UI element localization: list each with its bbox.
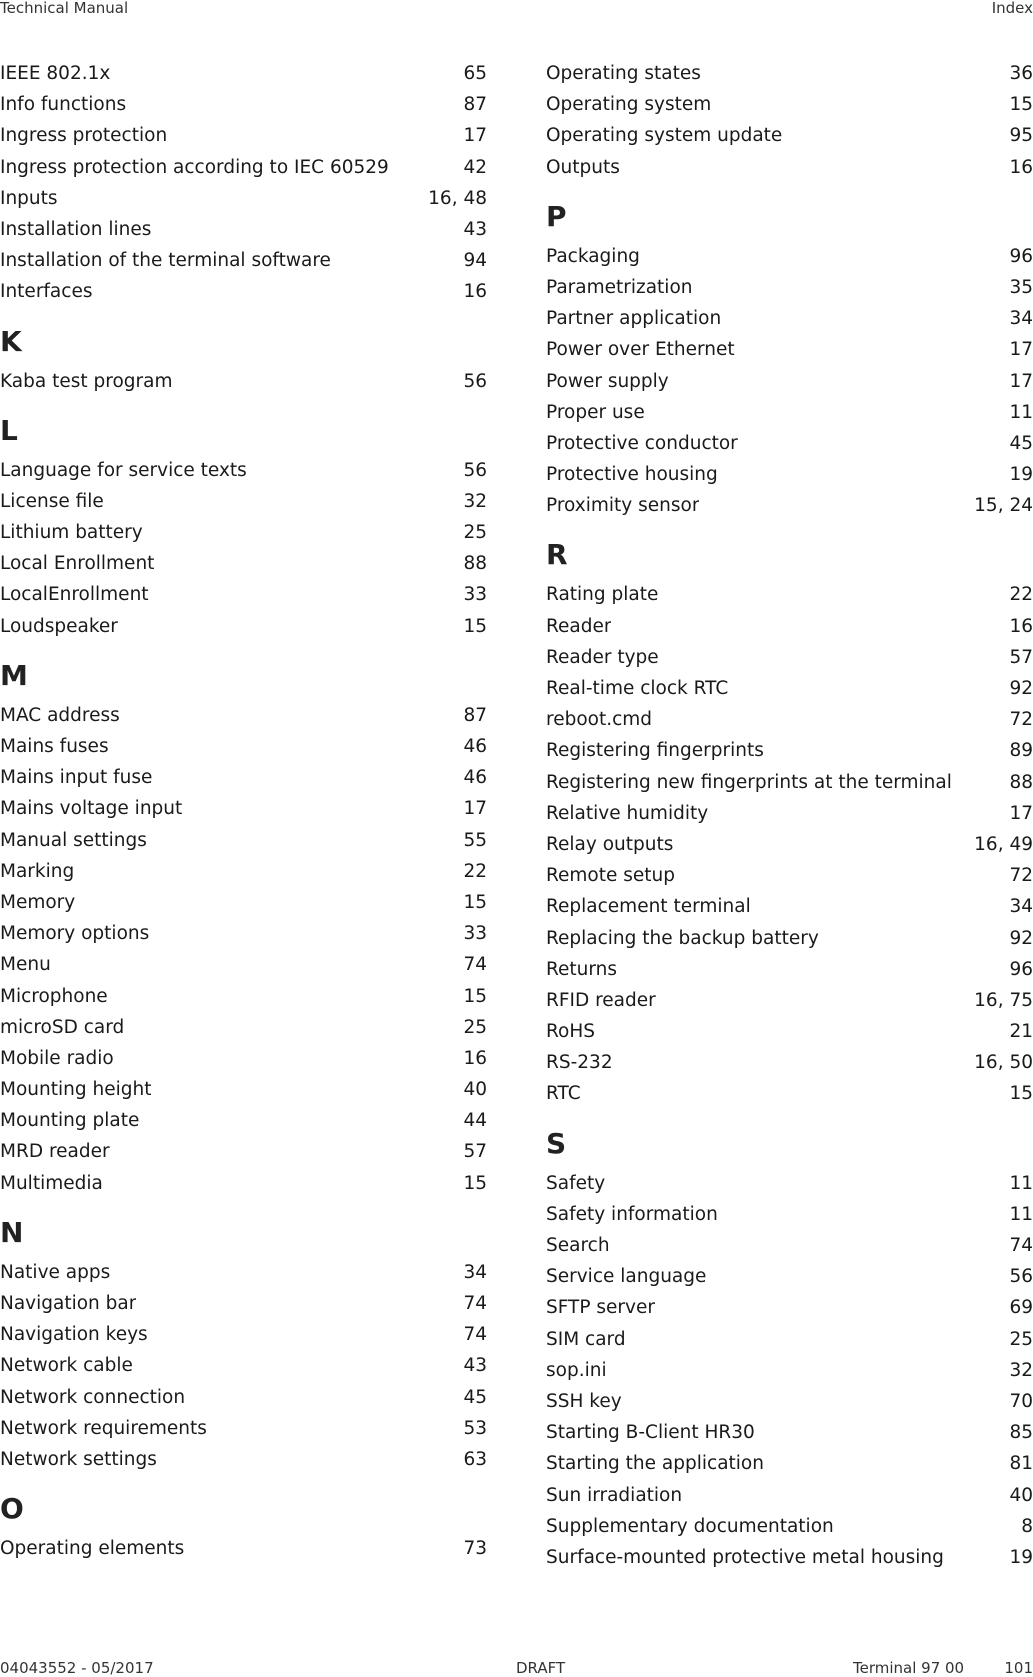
index-term: Mains voltage input (0, 798, 183, 820)
index-term: Kaba test program (0, 370, 173, 392)
footer-product: Terminal 97 00 (853, 1659, 965, 1677)
index-page-ref: 57 (463, 1141, 487, 1163)
index-group (546, 58, 1033, 183)
index-page-ref: 81 (1009, 1453, 1033, 1475)
index-entry (546, 272, 1033, 303)
header-section: Index (991, 0, 1033, 17)
index-page-ref: 88 (1009, 771, 1033, 793)
index-entry (546, 642, 1033, 673)
index-term: Network requirements (0, 1417, 207, 1439)
index-entry (0, 1257, 487, 1288)
index-page-ref: 33 (463, 923, 487, 945)
index-letter-heading: K (0, 324, 22, 358)
index-term: Starting the application (546, 1453, 764, 1475)
index-term: Protective conductor (546, 432, 738, 454)
index-term: MAC address (0, 704, 120, 726)
index-entry (546, 1261, 1033, 1292)
index-entry (0, 1413, 487, 1444)
index-term: Replacement terminal (546, 896, 751, 918)
index-entry (0, 276, 487, 307)
index-entry (0, 152, 487, 183)
index-term: sop.ini (546, 1359, 607, 1381)
index-column-left (0, 58, 487, 1564)
index-page-ref: 15 (463, 985, 487, 1007)
index-page-ref: 45 (463, 1386, 487, 1408)
index-page-ref: 16 (1009, 615, 1033, 637)
index-page-ref: 45 (1009, 432, 1033, 454)
index-page-ref: 55 (463, 829, 487, 851)
index-page-ref: 92 (1009, 927, 1033, 949)
index-page-ref: 65 (463, 63, 487, 84)
footer-doc-number: 04043552 - 05/2017 (0, 1659, 154, 1677)
index-page-ref: 70 (1009, 1390, 1033, 1412)
index-term: Mains input fuse (0, 767, 153, 789)
index-term: microSD card (0, 1016, 125, 1038)
index-page-ref: 25 (463, 522, 487, 544)
index-page-ref: 33 (463, 584, 487, 606)
index-page-ref: 88 (463, 553, 487, 575)
index-entry (0, 1288, 487, 1319)
header-title: Technical Manual (0, 0, 129, 17)
index-page-ref: 16, 48 (428, 187, 487, 209)
index-entry (546, 58, 1033, 89)
index-entry (546, 1542, 1033, 1573)
index-entry (546, 490, 1033, 521)
index-term: SIM card (546, 1328, 626, 1350)
index-page-ref: 40 (1009, 1484, 1033, 1506)
index-page-ref: 16 (463, 1047, 487, 1069)
index-page-ref: 16, 50 (974, 1052, 1033, 1074)
index-term: Language for service texts (0, 459, 247, 481)
index-term: Surface-mounted protective metal housing (546, 1546, 944, 1568)
index-term: Menu (0, 954, 51, 976)
index-term: Rating plate (546, 584, 659, 606)
index-entry (0, 1319, 487, 1350)
index-page-ref: 16 (463, 281, 487, 303)
index-term: Manual settings (0, 829, 147, 851)
index-letter-heading: L (0, 413, 18, 447)
index-entry (546, 241, 1033, 272)
index-page-ref: 17 (1009, 370, 1033, 392)
index-entry (0, 245, 487, 276)
index-group (0, 58, 487, 308)
index-page-ref: 17 (1009, 802, 1033, 824)
index-page-ref: 15, 24 (974, 495, 1033, 517)
index-page-ref: 43 (463, 218, 487, 240)
index-page-ref: 43 (463, 1355, 487, 1377)
index-page-ref: 56 (1009, 1266, 1033, 1288)
index-term: Network cable (0, 1355, 133, 1377)
index-page-ref: 11 (1009, 1203, 1033, 1225)
index-letter-heading: M (0, 658, 28, 692)
index-entry (546, 1199, 1033, 1230)
index-page-ref: 16 (1009, 156, 1033, 178)
index-page-ref: 44 (463, 1110, 487, 1132)
index-entry (546, 579, 1033, 610)
index-entry (0, 793, 487, 824)
index-page-ref: 42 (463, 156, 487, 178)
index-entry (546, 366, 1033, 397)
index-term: Operating states (546, 63, 701, 84)
index-page-ref: 40 (463, 1079, 487, 1101)
index-term: reboot.cmd (546, 709, 653, 731)
index-term: Lithium battery (0, 522, 143, 544)
index-entry (546, 459, 1033, 490)
index-entry (0, 611, 487, 642)
index-page-ref: 94 (463, 250, 487, 272)
index-term: Ingress protection (0, 125, 168, 147)
index-page-ref: 87 (463, 94, 487, 116)
index-term: Marking (0, 860, 75, 882)
index-term: Ingress protection according to IEC 60529 (0, 156, 389, 178)
index-entry (0, 949, 487, 980)
index-entry (546, 891, 1033, 922)
index-term: License file (0, 490, 104, 512)
index-page-ref: 69 (1009, 1297, 1033, 1319)
index-entry (546, 397, 1033, 428)
index-term: Reader (546, 615, 612, 637)
index-entry (546, 1168, 1033, 1199)
index-group (0, 1213, 487, 1475)
index-term: Safety (546, 1172, 606, 1194)
index-term: Protective housing (546, 464, 718, 486)
index-page-ref: 21 (1009, 1021, 1033, 1043)
index-entry (546, 611, 1033, 642)
index-term: Operating elements (0, 1538, 185, 1560)
index-term: RS-232 (546, 1052, 613, 1074)
index-entry (0, 856, 487, 887)
index-term: Service language (546, 1266, 707, 1288)
index-term: Proper use (546, 401, 645, 423)
index-page-ref: 96 (1009, 958, 1033, 980)
index-page-ref: 32 (1009, 1359, 1033, 1381)
index-page-ref: 92 (1009, 678, 1033, 699)
index-term: Reader type (546, 646, 659, 668)
index-entry (546, 1078, 1033, 1109)
index-letter-heading: S (546, 1126, 567, 1160)
index-term: Packaging (546, 245, 640, 267)
index-page-ref: 25 (1009, 1328, 1033, 1350)
index-entry (0, 366, 487, 397)
index-group (546, 197, 1033, 522)
index-page-ref: 74 (463, 1293, 487, 1314)
index-entry (0, 455, 487, 486)
index-term: RoHS (546, 1021, 595, 1043)
index-entry (546, 860, 1033, 891)
index-term: Network connection (0, 1386, 186, 1408)
index-entry (546, 1292, 1033, 1323)
index-entry (0, 120, 487, 151)
index-entry (546, 89, 1033, 120)
index-group (546, 535, 1033, 1109)
index-term: Network settings (0, 1448, 157, 1470)
index-term: Inputs (0, 187, 58, 209)
index-page-ref: 63 (463, 1448, 487, 1470)
index-letter-heading: N (0, 1215, 24, 1249)
footer-page-number: 101 (1004, 1659, 1033, 1677)
index-term: Starting B-Client HR30 (546, 1422, 755, 1444)
index-entry (0, 1105, 487, 1136)
index-entry (546, 334, 1033, 365)
index-entry (0, 1533, 487, 1564)
index-entry (546, 1511, 1033, 1542)
index-page-ref: 11 (1009, 401, 1033, 423)
index-page-ref: 34 (463, 1261, 487, 1283)
index-term: Remote setup (546, 865, 676, 887)
index-term: Operating system update (546, 125, 783, 147)
index-term: Safety information (546, 1203, 718, 1225)
index-entry (546, 303, 1033, 334)
index-page-ref: 89 (1009, 740, 1033, 762)
index-page-ref: 16, 49 (974, 833, 1033, 855)
index-entry (0, 517, 487, 548)
index-term: Supplementary documentation (546, 1515, 834, 1537)
index-page-ref: 15 (463, 891, 487, 913)
index-page-ref: 25 (463, 1016, 487, 1038)
index-entry (546, 1047, 1033, 1078)
index-entry (0, 1074, 487, 1105)
index-page-ref: 8 (1021, 1515, 1033, 1537)
index-letter-heading: O (0, 1492, 24, 1526)
index-page-ref: 15 (463, 615, 487, 637)
index-page-ref: 19 (1009, 464, 1033, 486)
footer-status: DRAFT (516, 1659, 566, 1677)
index-page-ref: 46 (463, 736, 487, 757)
index-entry (546, 1480, 1033, 1511)
index-term: RFID reader (546, 989, 656, 1011)
index-term: Real-time clock RTC (546, 678, 729, 699)
index-entry (546, 1355, 1033, 1386)
index-page-ref: 74 (1009, 1235, 1033, 1256)
index-term: Partner application (546, 308, 722, 330)
index-term: Returns (546, 958, 618, 980)
index-term: Parametrization (546, 276, 693, 298)
index-page-ref: 73 (463, 1538, 487, 1560)
index-page-ref: 72 (1009, 865, 1033, 887)
index-entry (546, 923, 1033, 954)
index-term: Interfaces (0, 281, 93, 303)
index-entry (0, 1382, 487, 1413)
index-term: Power supply (546, 370, 669, 392)
index-page-ref: 87 (463, 704, 487, 726)
index-page-ref: 22 (1009, 584, 1033, 606)
index-entry (0, 700, 487, 731)
index-term: Relay outputs (546, 833, 674, 855)
index-term: MRD reader (0, 1141, 110, 1163)
index-group (0, 411, 487, 642)
index-entry (546, 673, 1033, 704)
index-page-ref: 35 (1009, 276, 1033, 298)
index-term: Operating system (546, 94, 712, 116)
index-page-ref: 96 (1009, 245, 1033, 267)
index-term: Registering new fingerprints at the terminal (546, 771, 952, 793)
index-group (0, 656, 487, 1199)
index-page-ref: 34 (1009, 896, 1033, 918)
index-term: Memory (0, 891, 76, 913)
index-page-ref: 22 (463, 860, 487, 882)
index-term: IEEE 802.1x (0, 63, 111, 84)
index-entry (0, 825, 487, 856)
index-page-ref: 72 (1009, 709, 1033, 731)
index-entry (546, 798, 1033, 829)
index-letter-heading: R (546, 538, 568, 572)
index-term: Mains fuses (0, 736, 109, 757)
index-group (0, 322, 487, 397)
index-term: Relative humidity (546, 802, 709, 824)
index-term: Search (546, 1235, 610, 1256)
index-page-ref: 17 (463, 798, 487, 820)
index-entry (0, 214, 487, 245)
index-column-right (546, 58, 1033, 1573)
index-entry (546, 954, 1033, 985)
index-term: Installation lines (0, 218, 152, 240)
index-page-ref: 16, 75 (974, 989, 1033, 1011)
index-entry (0, 918, 487, 949)
index-term: Power over Ethernet (546, 339, 735, 361)
index-term: Navigation keys (0, 1324, 148, 1346)
index-entry (0, 1350, 487, 1381)
index-entry (546, 829, 1033, 860)
index-term: LocalEnrollment (0, 584, 149, 606)
index-term: SFTP server (546, 1297, 655, 1319)
page-footer (0, 1659, 1033, 1677)
index-page-ref: 46 (463, 767, 487, 789)
index-page-ref: 15 (1009, 94, 1033, 116)
index-term: Microphone (0, 985, 108, 1007)
index-entry (546, 735, 1033, 766)
index-term: Loudspeaker (0, 615, 118, 637)
index-term: Memory options (0, 923, 150, 945)
index-entry (546, 704, 1033, 735)
index-page-ref: 34 (1009, 308, 1033, 330)
index-entry (0, 1043, 487, 1074)
index-page-ref: 32 (463, 490, 487, 512)
index-entry (0, 1168, 487, 1199)
index-page-ref: 74 (463, 954, 487, 976)
index-page-ref: 19 (1009, 1546, 1033, 1568)
index-entry (0, 981, 487, 1012)
index-entry (546, 152, 1033, 183)
index-entry (546, 1230, 1033, 1261)
index-term: Mobile radio (0, 1047, 114, 1069)
index-entry (0, 762, 487, 793)
index-page-ref: 11 (1009, 1172, 1033, 1194)
index-page-ref: 53 (463, 1417, 487, 1439)
index-entry (0, 731, 487, 762)
index-term: Local Enrollment (0, 553, 155, 575)
index-letter-heading: P (546, 199, 567, 233)
index-page-ref: 36 (1009, 63, 1033, 84)
index-page-ref: 95 (1009, 125, 1033, 147)
index-page-ref: 15 (463, 1172, 487, 1194)
index-entry (0, 1012, 487, 1043)
index-term: Mounting plate (0, 1110, 140, 1132)
index-entry (546, 1324, 1033, 1355)
index-page-ref: 56 (463, 459, 487, 481)
index-term: Sun irradiation (546, 1484, 683, 1506)
index-group (546, 1124, 1033, 1573)
index-term: Multimedia (0, 1172, 103, 1194)
index-term: Proximity sensor (546, 495, 700, 517)
index-entry (0, 58, 487, 89)
index-term: Outputs (546, 156, 620, 178)
index-entry (546, 1448, 1033, 1479)
index-term: Native apps (0, 1261, 111, 1283)
index-term: SSH key (546, 1390, 622, 1412)
index-page-ref: 57 (1009, 646, 1033, 668)
index-term: Mounting height (0, 1079, 152, 1101)
index-entry (546, 428, 1033, 459)
index-term: Info functions (0, 94, 127, 116)
index-entry (0, 548, 487, 579)
index-entry (546, 767, 1033, 798)
index-page-ref: 17 (463, 125, 487, 147)
index-entry (0, 89, 487, 120)
index-term: Navigation bar (0, 1293, 137, 1314)
index-entry (0, 579, 487, 610)
index-term: RTC (546, 1083, 581, 1105)
index-entry (546, 985, 1033, 1016)
index-term: Installation of the terminal software (0, 250, 331, 272)
index-page-ref: 15 (1009, 1083, 1033, 1105)
index-page-ref: 74 (463, 1324, 487, 1346)
index-page-ref: 56 (463, 370, 487, 392)
index-entry (546, 1386, 1033, 1417)
index-group (0, 1489, 487, 1564)
index-entry (0, 183, 487, 214)
index-term: Replacing the backup battery (546, 927, 819, 949)
index-entry (0, 486, 487, 517)
index-entry (546, 120, 1033, 151)
index-term: Registering fingerprints (546, 740, 764, 762)
index-page-ref: 85 (1009, 1422, 1033, 1444)
index-entry (546, 1016, 1033, 1047)
index-entry (0, 1136, 487, 1167)
index-entry (0, 1444, 487, 1475)
index-entry (0, 887, 487, 918)
index-entry (546, 1417, 1033, 1448)
index-page-ref: 17 (1009, 339, 1033, 361)
